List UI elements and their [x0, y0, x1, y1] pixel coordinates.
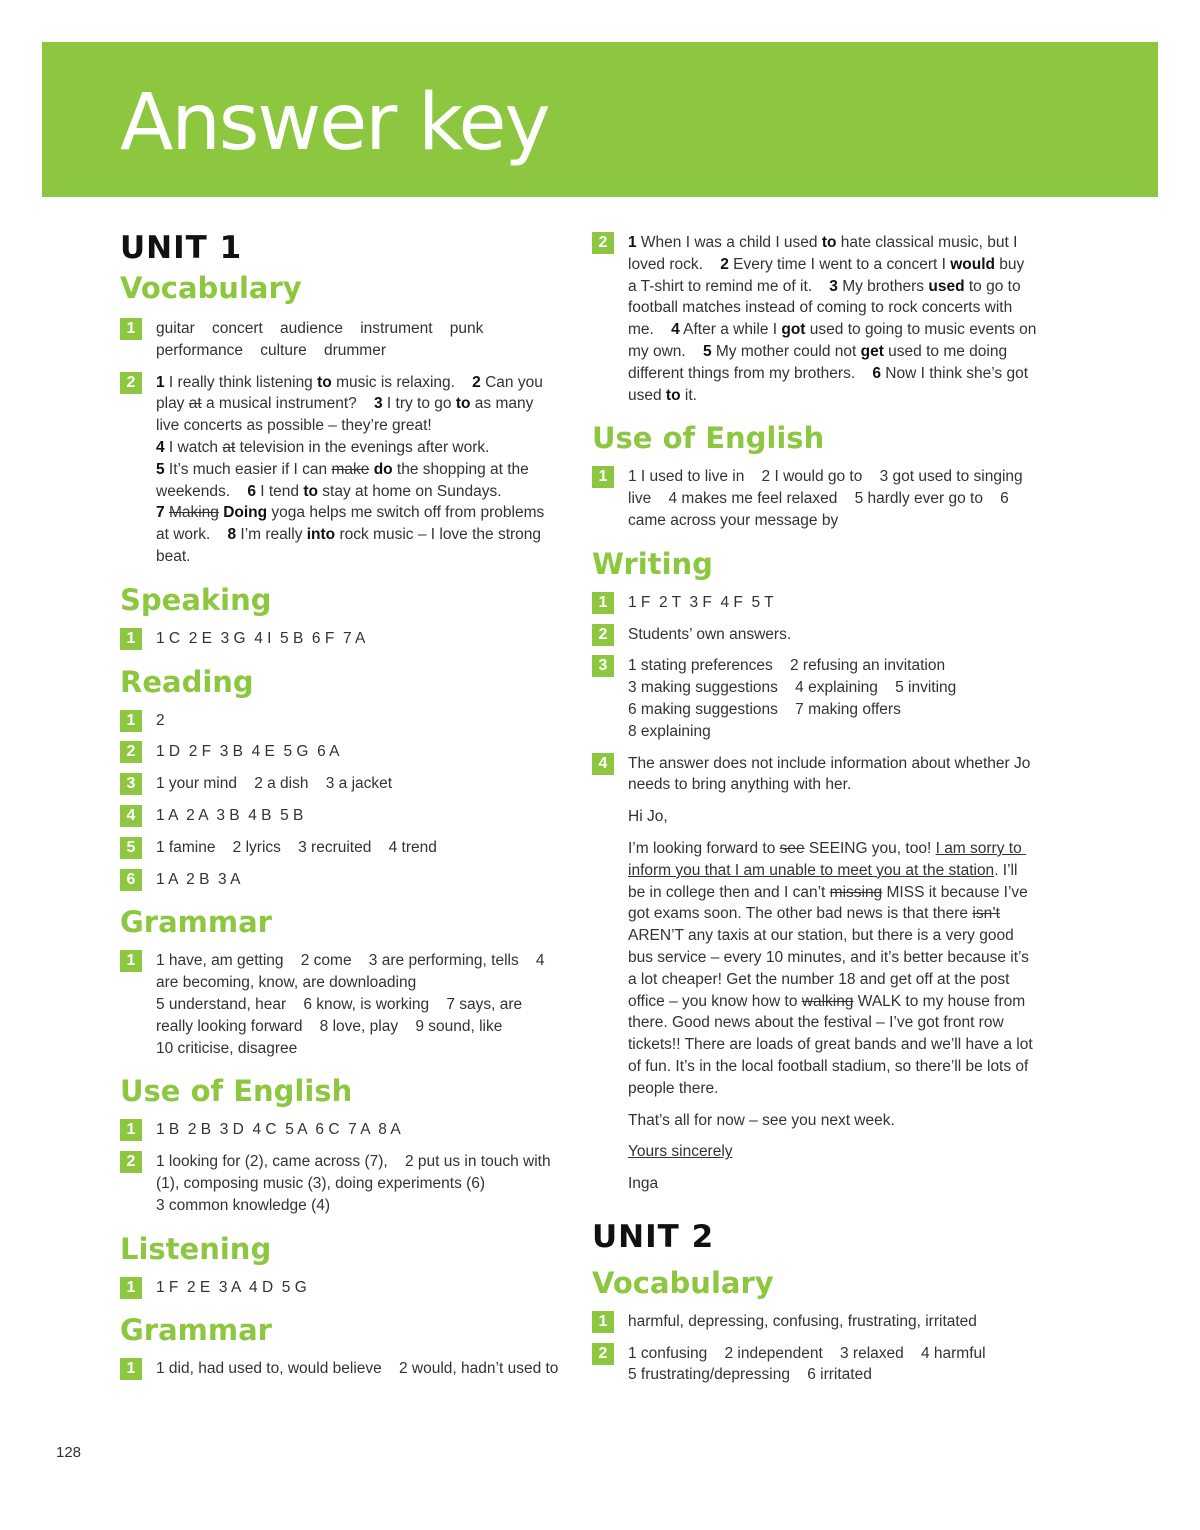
exercise-number: 4 — [120, 805, 142, 827]
struck-word: at — [222, 438, 236, 456]
exercise-answer: 1 F 2 T 3 F 4 F 5 T — [628, 593, 774, 611]
exercise-number: 1 — [592, 1311, 614, 1333]
answer-text: it. — [680, 386, 697, 404]
struck-word: at — [188, 395, 202, 413]
answer-word: used — [928, 277, 965, 295]
header-banner — [42, 42, 1158, 197]
unit-title: UNIT 1 — [120, 230, 243, 266]
answer-text: I’m really — [236, 526, 307, 544]
letter-closing: That’s all for now – see you next week. — [628, 1111, 895, 1129]
exercise-item — [592, 466, 1037, 531]
answer-text: a musical instrument? — [201, 395, 374, 413]
answer-word: to — [317, 373, 332, 391]
answer-word: would — [950, 255, 995, 273]
exercise-answer: 1 did, had used to, would believe 2 would, hadn’t used to — [156, 1360, 559, 1378]
section-use-of-english: Use of English — [120, 1074, 353, 1109]
answer-word: get — [860, 342, 884, 360]
exercise-item — [592, 1311, 1037, 1333]
unit-title: UNIT 2 — [592, 1218, 715, 1255]
section-vocabulary: Vocabulary — [592, 1265, 774, 1300]
answer-text: My mother could not — [711, 342, 861, 360]
exercise-item — [592, 232, 1041, 406]
exercise-number: 6 — [120, 869, 142, 891]
answer-text: Every time I went to a concert I — [728, 255, 951, 273]
exercise-answer: 1 D 2 F 3 B 4 E 5 G 6 A — [156, 743, 340, 761]
section-writing: Writing — [592, 546, 713, 581]
exercise-answer: 1 your mind 2 a dish 3 a jacket — [156, 775, 393, 793]
page-number: 128 — [56, 1444, 82, 1461]
exercise-number: 1 — [592, 466, 614, 488]
exercise-number: 1 — [120, 318, 142, 340]
exercise-answer: 1 have, am getting 2 come 3 are performing, tells 4 are becoming, know, are downloading 5 understand, hear 6 know, is working 7 says, are really looking forward 8 love, play 9 sound, like 10 criticise, disagree — [156, 952, 545, 1057]
exercise-answer: The answer does not include information about whether Jo needs to bring anything with her. — [628, 754, 1035, 794]
exercise-number: 4 — [592, 753, 614, 775]
answer-number: 4 — [156, 438, 165, 456]
answer-word: to — [303, 482, 318, 500]
exercise-item — [592, 655, 1037, 742]
exercise-answer: 1 F 2 E 3 A 4 D 5 G — [156, 1278, 307, 1296]
exercise-number: 1 — [120, 1119, 142, 1141]
answer-word: into — [306, 526, 336, 544]
exercise-number: 1 — [120, 628, 142, 650]
exercise-number: 1 — [120, 950, 142, 972]
answer-number: 7 — [156, 504, 165, 522]
exercise-item — [120, 1151, 560, 1216]
letter-text: . I’ll be in college then and I can’t — [628, 861, 1022, 901]
answer-number: 2 — [472, 373, 481, 391]
letter-greeting: Hi Jo, — [628, 808, 668, 826]
answer-word: to — [665, 386, 681, 404]
exercise-answer: 1 A 2 B 3 A — [156, 870, 241, 888]
exercise-item — [120, 950, 560, 1059]
exercise-answer: 1 A 2 A 3 B 4 B 5 B — [156, 806, 304, 824]
exercise-number: 2 — [120, 372, 142, 394]
answer-word: got — [781, 321, 806, 339]
answer-text: I really think listening — [164, 373, 318, 391]
struck-word: missing — [829, 883, 883, 901]
exercise-item — [120, 710, 560, 732]
exercise-item — [592, 1343, 1037, 1387]
section-speaking: Speaking — [120, 582, 272, 617]
answer-text: television in the evenings after work. — [239, 438, 490, 456]
answer-text: It’s much easier if I can — [164, 460, 332, 478]
exercise-item — [120, 741, 560, 763]
exercise-item — [120, 318, 560, 362]
exercise-answer: 1 famine 2 lyrics 3 recruited 4 trend — [156, 838, 437, 856]
answer-number: 4 — [671, 321, 680, 339]
section-grammar: Grammar — [120, 905, 272, 940]
section-listening: Listening — [120, 1231, 272, 1266]
letter-signature: Inga — [628, 1175, 659, 1193]
answer-number: 3 — [829, 277, 838, 295]
letter-text: WALK to my house from there. Good news about the festival – I’ve got front row tickets!! There are loads of great bands and we’ll have a lot of fun. It’s in the local football stadium, so there’ll be lots of people there. — [628, 992, 1037, 1097]
answer-number: 3 — [373, 395, 383, 413]
exercise-item — [120, 372, 560, 568]
answer-number: 2 — [720, 255, 729, 273]
exercise-number: 3 — [592, 655, 614, 677]
answer-text: yoga helps me switch off from problems at work. — [156, 504, 549, 544]
struck-word: walking — [801, 992, 854, 1010]
exercise-item — [120, 869, 560, 891]
answer-number: 5 — [702, 342, 712, 360]
exercise-item — [120, 805, 560, 827]
exercise-number: 1 — [120, 1277, 142, 1299]
section-use-of-english: Use of English — [592, 421, 825, 456]
answer-number: 1 — [628, 234, 637, 251]
answer-number: 5 — [156, 460, 165, 478]
exercise-answer: 1 B 2 B 3 D 4 C 5 A 6 C 7 A 8 A — [156, 1121, 401, 1139]
exercise-number: 2 — [592, 1343, 614, 1365]
left-column — [120, 228, 560, 1380]
answer-word: do — [373, 460, 393, 478]
exercise-item — [120, 628, 560, 650]
exercise-answer — [156, 372, 560, 568]
answer-text: hate classical music, but I loved rock. — [628, 234, 1022, 273]
answer-number: 8 — [227, 526, 237, 544]
answer-text: used to going to music events on my own. — [628, 321, 1041, 360]
exercise-number: 1 — [592, 592, 614, 614]
exercise-item — [592, 624, 1037, 646]
answer-number: 6 — [872, 364, 881, 382]
exercise-answer: harmful, depressing, confusing, frustrating, irritated — [628, 1312, 977, 1330]
page-title: Answer key — [120, 78, 549, 168]
exercise-answer: guitar concert audience instrument punk performance culture drummer — [156, 320, 488, 359]
section-vocabulary: Vocabulary — [120, 271, 302, 305]
exercise-answer: 1 I used to live in 2 I would go to 3 got used to singing live 4 makes me feel relaxed 5 hardly ever go to 6 came across your message by — [628, 468, 1027, 529]
answer-text: stay at home on Sundays. — [322, 482, 502, 500]
answer-text: My brothers — [837, 277, 929, 295]
answer-text: After a while I — [679, 321, 782, 339]
exercise-item — [592, 592, 1037, 614]
struck-word: make — [331, 460, 370, 478]
answer-number: 1 — [156, 373, 165, 391]
answer-text: the shopping at the weekends. — [156, 460, 534, 500]
exercise-number: 1 — [120, 1358, 142, 1380]
answer-text: I try to go — [382, 395, 456, 413]
exercise-answer: 1 stating preferences 2 refusing an invitation 3 making suggestions 4 explaining 5 inviting 6 making suggestions 7 making offers 8 explaining — [628, 657, 957, 740]
letter-text: MISS it because I’ve got exams soon. The other bad news is that there — [628, 883, 1033, 923]
exercise-number: 2 — [592, 624, 614, 646]
answer-number: 6 — [247, 482, 256, 500]
exercise-number: 2 — [120, 1151, 142, 1173]
letter-text: SEEING you, too! — [804, 839, 936, 857]
answer-text: I watch — [164, 438, 223, 456]
answer-text: Can you play — [156, 373, 548, 413]
letter-text: AREN’T any taxis at our station, but there is a very good bus service – every 10 minutes, and it’s better because it’s a lot cheaper! Get the number 18 and get off at the post office – you know how to — [628, 905, 1034, 1010]
exercise-answer: 2 — [156, 711, 165, 729]
answer-text: buy a T-shirt to remind me of it. — [628, 255, 1029, 295]
answer-text: as many live concerts as possible – they’re great! — [156, 395, 534, 435]
exercise-number: 2 — [592, 232, 614, 254]
answer-word: Doing — [223, 504, 268, 522]
exercise-answer: Students’ own answers. — [628, 625, 792, 643]
answer-text: I tend — [255, 482, 304, 500]
struck-word: isn’t — [972, 905, 1000, 923]
answer-text: When I was a child I used — [636, 234, 822, 251]
answer-text: music is relaxing. — [331, 373, 473, 391]
right-column — [592, 232, 1041, 1386]
underlined-text: I am sorry to inform you that I am unable to meet you at the station — [628, 839, 1027, 879]
letter-body — [628, 838, 1037, 1100]
answer-text: used to me doing different things from my brothers. — [628, 342, 1012, 382]
answer-word: to — [821, 234, 837, 251]
letter-text: I’m looking forward to — [628, 839, 780, 857]
answer-text: to go to football matches instead of coming to rock concerts with me. — [628, 277, 1025, 339]
exercise-answer: 1 confusing 2 independent 3 relaxed 4 harmful 5 frustrating/depressing 6 irritated — [628, 1344, 986, 1384]
exercise-item — [592, 753, 1037, 1195]
exercise-item — [120, 1119, 560, 1141]
struck-word: see — [779, 839, 805, 857]
exercise-item — [120, 1358, 560, 1380]
section-reading: Reading — [120, 664, 254, 699]
exercise-number: 3 — [120, 773, 142, 795]
exercise-answer: 1 looking for (2), came across (7), 2 put us in touch with (1), composing music (3), doing experiments (6) 3 common knowledge (4) — [156, 1153, 551, 1214]
letter-signoff: Yours sincerely — [628, 1143, 733, 1161]
exercise-number: 1 — [120, 710, 142, 732]
exercise-answer — [628, 232, 1041, 406]
answer-word: to — [455, 395, 471, 413]
exercise-item — [120, 773, 560, 795]
exercise-number: 5 — [120, 837, 142, 859]
exercise-item — [120, 1277, 560, 1299]
answer-text: rock music – I love the strong beat. — [156, 526, 546, 565]
exercise-number: 2 — [120, 741, 142, 763]
exercise-answer: 1 C 2 E 3 G 4 I 5 B 6 F 7 A — [156, 629, 366, 647]
answer-text: Now I think she’s got used — [628, 364, 1033, 404]
exercise-item — [120, 837, 560, 859]
struck-word: Making — [168, 504, 219, 522]
section-grammar: Grammar — [120, 1313, 272, 1348]
